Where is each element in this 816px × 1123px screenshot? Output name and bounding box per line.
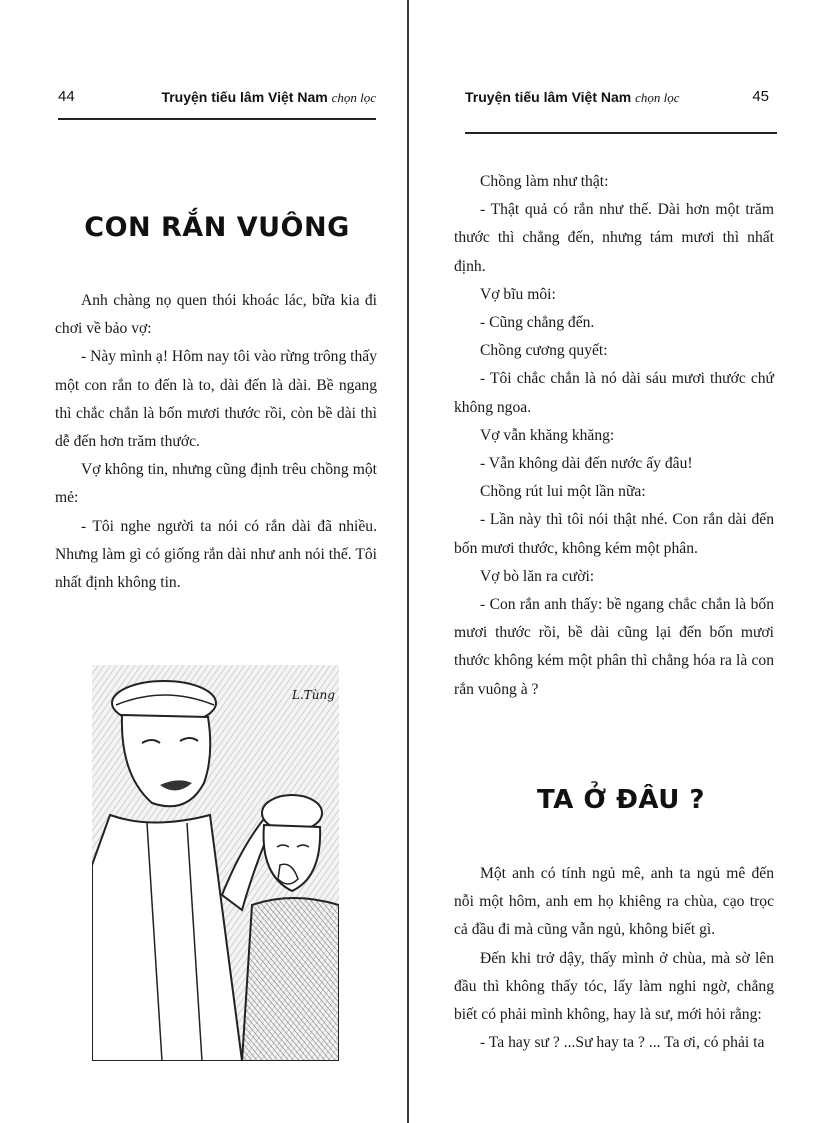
paragraph: Vợ bĩu môi: <box>480 285 556 303</box>
illustration-signature: L.Tùng <box>292 688 335 702</box>
paragraph: Vợ vẫn khăng khăng: <box>480 426 615 444</box>
right-header-rule <box>465 132 777 134</box>
right-page-body <box>454 168 774 704</box>
right-page <box>409 0 816 1123</box>
left-page <box>0 0 407 1123</box>
story-title-ta-o-dau: TA Ở ĐÂU ? <box>536 785 705 815</box>
right-running-title <box>465 89 680 106</box>
right-page-header <box>465 86 777 110</box>
paragraph: Anh chàng nọ quen thói khoác lác, bữa kia đi chơi về bảo vợ: <box>55 292 377 338</box>
paragraph: Vợ không tin, nhưng cũng định trêu chồng một mẻ: <box>55 461 377 507</box>
paragraph: Chồng làm như thật: <box>480 173 609 190</box>
right-page-number: 45 <box>752 88 769 105</box>
paragraph: Một anh có tính ngủ mê, anh ta ngủ mê đến nỗi một hôm, anh em họ khiêng ra chùa, cạo trọc cả đầu đi mà cũng vẫn ngủ, không biết gì. <box>454 865 774 939</box>
right-running-title-sub: chọn lọc <box>635 90 680 105</box>
left-running-title <box>161 89 376 106</box>
paragraph: - Lần này thì tôi nói thật nhé. Con rắn dài đến bốn mươi thước, không kém một phân. <box>454 511 774 557</box>
paragraph: Đến khi trở dậy, thấy mình ở chùa, mà sờ lên đầu thì không thấy tóc, lấy làm nghi ngờ, chẳng biết có phải mình không, hay là sư, mới hỏi rằng: <box>454 949 774 1024</box>
paragraph: Chồng cương quyết: <box>480 342 608 360</box>
paragraph: - Thật quả có rắn như thế. Dài hơn một trăm thước thì chẳng đến, nhưng tám mươi thì nhất định. <box>454 201 774 275</box>
paragraph: Chồng rút lui một lần nữa: <box>480 483 646 501</box>
left-running-title-sub: chọn lọc <box>331 90 376 105</box>
left-page-number: 44 <box>58 88 75 105</box>
left-page-header <box>58 86 376 110</box>
paragraph: - Này mình ạ! Hôm nay tôi vào rừng trông thấy một con rắn to đến là to, dài đến là dài. Bề ngang thì chắc chắn là bốn mươi thước rồi, còn bề dài thì dễ đến hơn trăm thước. <box>55 348 378 451</box>
left-header-rule <box>58 118 376 120</box>
paragraph: - Tôi chắc chắn là nó dài sáu mươi thước chứ không ngoa. <box>454 370 774 416</box>
paragraph: - Vẫn không dài đến nước ấy đâu! <box>480 455 693 473</box>
paragraph: - Con rắn anh thấy: bề ngang chắc chắn là bốn mươi thước rồi, bề dài cũng lại đến bốn mươi thước không kém một phân thì chẳng hóa ra là con rắn vuông à ? <box>454 596 774 698</box>
paragraph: - Ta hay sư ? ...Sư hay ta ? ... Ta ơi, có phải ta <box>480 1034 765 1052</box>
paragraph: - Tôi nghe người ta nói có rắn dài đã nhiều. Nhưng làm gì có giống rắn dài như anh nói thế. Tôi nhất định không tin. <box>55 517 377 592</box>
story-illustration <box>92 665 339 1061</box>
right-running-title-main: Truyện tiếu lâm Việt Nam <box>465 89 632 105</box>
paragraph: - Cũng chẳng đến. <box>480 314 595 332</box>
illustration-drawing <box>92 665 339 1061</box>
left-running-title-main: Truyện tiếu lâm Việt Nam <box>161 89 328 105</box>
right-page-body-story-2 <box>454 860 774 1057</box>
story-title-con-ran-vuong: CON RẮN VUÔNG <box>84 212 350 243</box>
left-page-body <box>55 287 377 597</box>
paragraph: Vợ bò lăn ra cười: <box>480 567 595 585</box>
